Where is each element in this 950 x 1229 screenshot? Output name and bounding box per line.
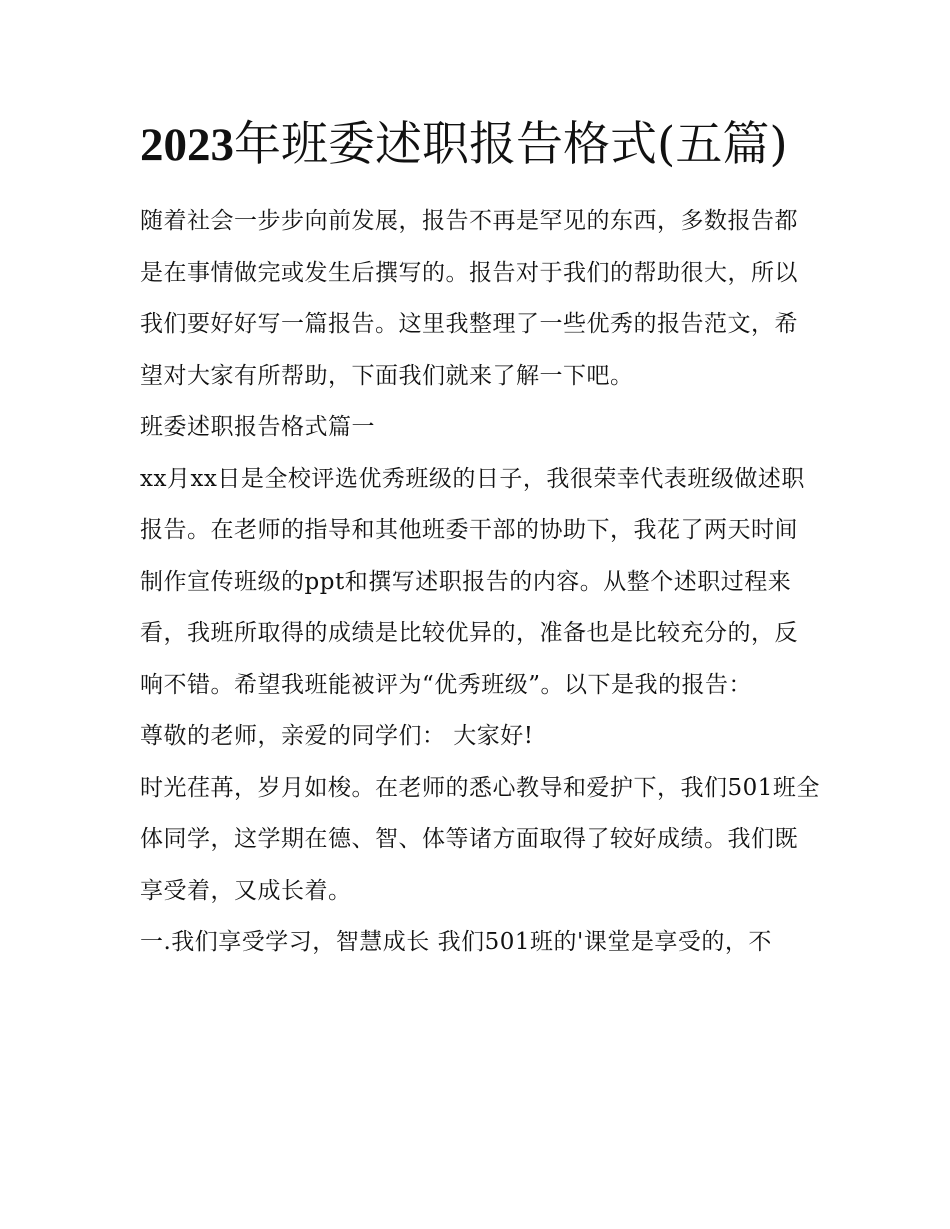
greeting-paragraph: 尊敬的老师，亲爱的同学们： 大家好!	[140, 723, 534, 749]
title-year: 2023	[140, 119, 234, 171]
body-paragraph: 时光荏苒，岁月如梭。在老师的悉心教导和爱护下，我们501班全体同学，这学期在德、智、体等诸方面取得了较好成绩。我们既享受着，又成长着。	[140, 774, 820, 904]
document-page	[140, 112, 820, 969]
document-title	[140, 112, 820, 178]
intro-paragraph: 随着社会一步步向前发展，报告不再是罕见的东西，多数报告都是在事情做完或发生后撰写的。报告对于我们的帮助很大，所以我们要好好写一篇报告。这里我整理了一些优秀的报告范文，希望对大家有所帮助，下面我们就来了解一下吧。	[140, 208, 798, 389]
section-heading: 班委述职报告格式篇一	[140, 414, 375, 440]
body-paragraph: 一.我们享受学习，智慧成长 我们501班的'课堂是享受的，不	[140, 929, 772, 955]
body-paragraph: xx月xx日是全校评选优秀班级的日子，我很荣幸代表班级做述职报告。在老师的指导和其他班委干部的协助下，我花了两天时间制作宣传班级的ppt和撰写述职报告的内容。从整个述职过程来看，我班所取得的成绩是比较优异的，准备也是比较充分的，反响不错。希望我班能被评为“优秀班级”。以下是我的报告：	[140, 465, 805, 698]
title-text: 年班委述职报告格式(五篇)	[234, 117, 788, 172]
